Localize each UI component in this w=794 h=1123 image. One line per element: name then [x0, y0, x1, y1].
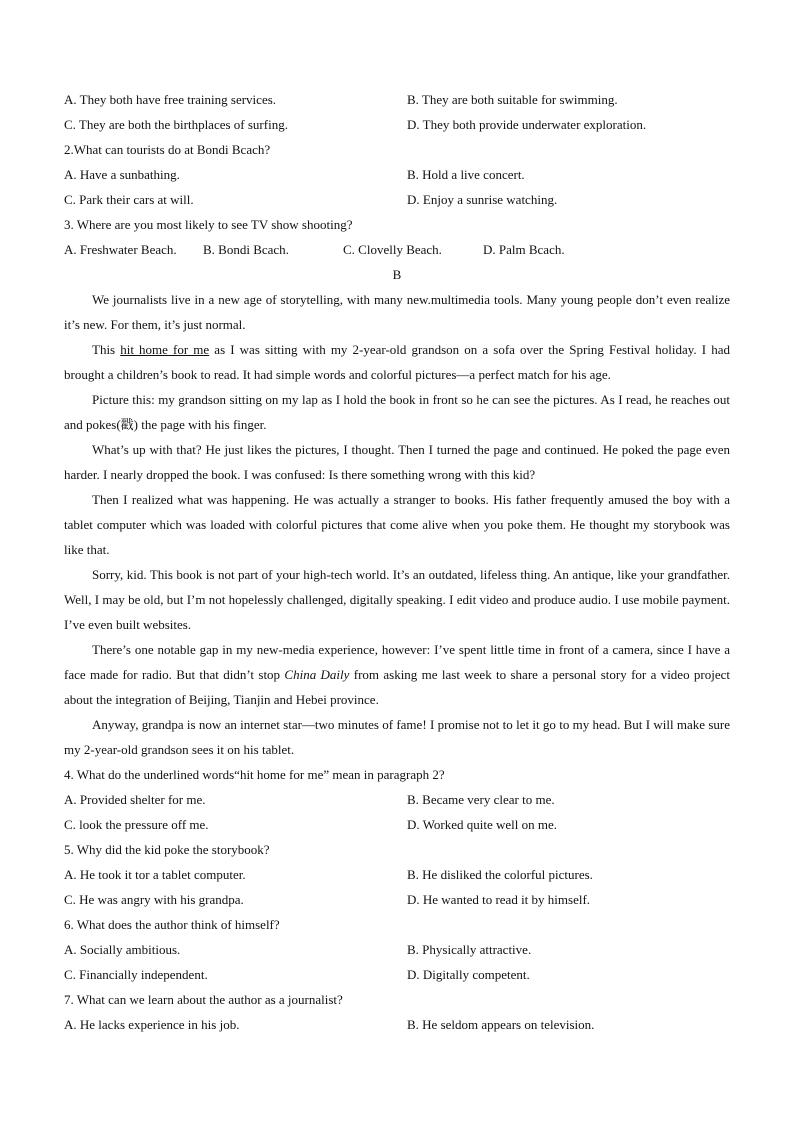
- question-4-option-c: C. look the pressure off me.: [64, 817, 209, 832]
- question-5-option-c: C. He was angry with his grandpa.: [64, 892, 244, 907]
- question-6-option-a: A. Socially ambitious.: [64, 942, 181, 957]
- article-paragraph-1: We journalists live in a new age of storytelling, with many new.multimedia tools. Many young people don’t even realize it’s new. For them, it’s just normal.: [64, 292, 730, 332]
- question-2-stem: 2.What can tourists do at Bondi Bcach?: [64, 142, 271, 157]
- question-3-option-c: C. Clovelly Beach.: [343, 242, 442, 257]
- question-5-option-a: A. He took it tor a tablet computer.: [64, 867, 246, 882]
- article-paragraph-8: Anyway, grandpa is now an internet star—two minutes of fame! I promise not to let it go to my head. But I will make sure my 2-year-old grandson sees it on his tablet.: [64, 717, 730, 757]
- question-7-option-b: B. He seldom appears on television.: [407, 1017, 595, 1032]
- question-3-stem: 3. Where are you most likely to see TV show shooting?: [64, 217, 353, 232]
- question-5-options-row-1: [64, 862, 593, 887]
- question-2-option-d: D. Enjoy a sunrise watching.: [407, 192, 558, 207]
- question-4-option-b: B. Became very clear to me.: [407, 792, 555, 807]
- article-paragraph-2: [64, 337, 730, 387]
- question-7-options-row-1: [64, 1012, 595, 1037]
- article-paragraph-6: Sorry, kid. This book is not part of your high-tech world. It’s an outdated, lifeless thing. An antique, like your grandfather. Well, I may be old, but I’m not hopelessly challenged, digitally speaking. I edit video and produce audio. I use mobile payment. I’ve even built websites.: [64, 567, 730, 632]
- question-6-options-row-2: [64, 962, 530, 987]
- question-1-option-c: C. They are both the birthplaces of surfing.: [64, 117, 288, 132]
- question-2-options-row-2: [64, 187, 558, 212]
- question-5-stem: 5. Why did the kid poke the storybook?: [64, 842, 270, 857]
- question-1-option-a: A. They both have free training services.: [64, 92, 277, 107]
- question-4-options-row-2: [64, 812, 557, 837]
- question-7-stem: 7. What can we learn about the author as a journalist?: [64, 992, 343, 1007]
- article-paragraph-5: Then I realized what was happening. He was actually a stranger to books. His father frequently amused the boy with a tablet computer which was loaded with colorful pictures that come alive when you poke them. He thought my storybook was like that.: [64, 492, 730, 557]
- question-5-option-b: B. He disliked the colorful pictures.: [407, 867, 593, 882]
- question-3-option-b: B. Bondi Bcach.: [203, 242, 289, 257]
- question-6-option-c: C. Financially independent.: [64, 967, 208, 982]
- question-3-options-row: [64, 237, 730, 262]
- paragraph-7-lead: There’s one notable gap in my new-media experience, however: I’ve spent little time in front of a camera, since I have a face made for radio. But that didn’t stop: [64, 642, 730, 682]
- question-1-options-row-1: [64, 87, 618, 112]
- article-paragraph-3: Picture this: my grandson sitting on my lap as I hold the book in front so he can see the pictures. As I read, he reaches out and pokes(戳) the page with his finger.: [64, 392, 730, 432]
- underlined-phrase: hit home for me: [120, 342, 210, 357]
- question-1-option-b: B. They are both suitable for swimming.: [407, 92, 618, 107]
- question-5-option-d: D. He wanted to read it by himself.: [407, 892, 591, 907]
- question-2-options-row-1: [64, 162, 525, 187]
- paragraph-2-lead: This: [92, 342, 121, 357]
- question-5-options-row-2: [64, 887, 591, 912]
- question-6-option-d: D. Digitally competent.: [407, 967, 530, 982]
- question-1-option-d: D. They both provide underwater exploration.: [407, 117, 647, 132]
- question-6-option-b: B. Physically attractive.: [407, 942, 532, 957]
- paragraph-7-rest: from asking me last week to share a personal story for a video project about the integration of Beijing, Tianjin and Hebei province.: [64, 667, 731, 707]
- question-3-option-d: D. Palm Bcach.: [483, 242, 565, 257]
- question-6-stem: 6. What does the author think of himself?: [64, 917, 280, 932]
- question-6-options-row-1: [64, 937, 532, 962]
- section-title: B: [392, 267, 402, 282]
- question-4-option-d: D. Worked quite well on me.: [407, 817, 557, 832]
- question-1-options-row-2: [64, 112, 647, 137]
- question-4-options-row-1: [64, 787, 555, 812]
- question-4-option-a: A. Provided shelter for me.: [64, 792, 206, 807]
- question-2-option-c: C. Park their cars at will.: [64, 192, 194, 207]
- paragraph-2-rest: as I was sitting with my 2-year-old grandson on a sofa over the Spring Festival holiday. I had brought a children’s book to read. It had simple words and colorful pictures—a perfect match for his age.: [64, 342, 730, 382]
- article-paragraph-4: What’s up with that? He just likes the pictures, I thought. Then I turned the page and continued. He poked the page even harder. I nearly dropped the book. I was confused: Is there something wrong with this kid?: [64, 442, 730, 482]
- question-3-option-a: A. Freshwater Beach.: [64, 242, 177, 257]
- article-paragraph-7: [64, 637, 730, 712]
- question-4-stem: 4. What do the underlined words“hit home for me” mean in paragraph 2?: [64, 767, 445, 782]
- question-7-option-a: A. He lacks experience in his job.: [64, 1017, 240, 1032]
- question-2-option-a: A. Have a sunbathing.: [64, 167, 180, 182]
- newspaper-name: China Daily: [284, 667, 350, 682]
- question-2-option-b: B. Hold a live concert.: [407, 167, 525, 182]
